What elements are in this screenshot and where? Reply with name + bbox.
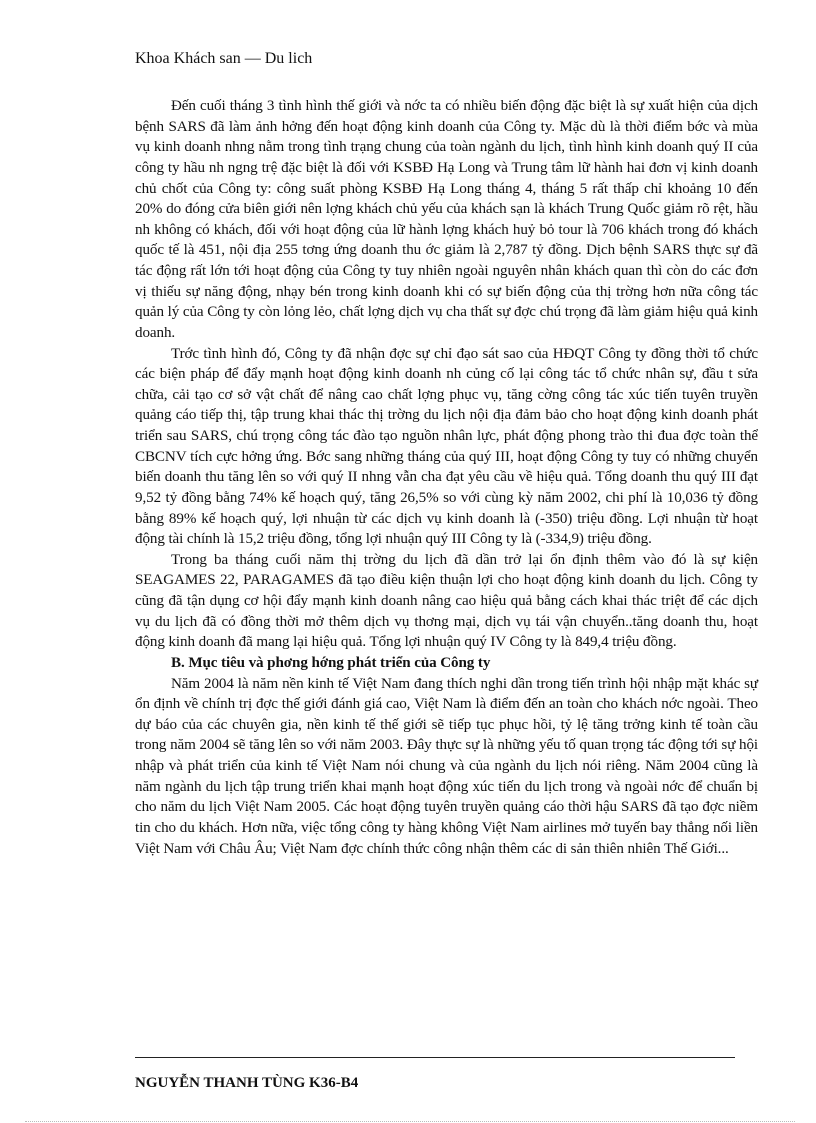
footer-divider (135, 1057, 735, 1058)
section-heading-b: B. Mục tiêu và phơng hớng phát triển của Công ty (171, 654, 491, 671)
paragraph-company-response: Trớc tình hình đó, Công ty đã nhận đợc sự chỉ đạo sát sao của HĐQT Công ty đồng thời tổ chức các biện pháp để đẩy mạnh hoạt động kinh doanh nh củng cố lại công tác tổ chức nhân sự, đầu t sửa chữa, cải tạo cơ sở vật chất để nâng cao chất lợng phục vụ, tăng cờng công tác xúc tiến tuyên truyền quảng cáo tiếp thị, tập trung khai thác thị trờng du lịch nội địa đảm bảo cho hoạt động kinh doanh phát triển sau SARS, chú trọng công tác đào tạo nguồn nhân lực, phát động phong trào thi đua đợc toàn thể CBCNV tích cực hởng ứng. Bớc sang những tháng của quý III, hoạt động Công ty tuy có những chuyển biến doanh thu tăng lên so với quý II nhng vẫn cha đạt yêu cầu về hiệu quả. Tổng doanh thu quý III đạt 9,52 tỷ đồng bằng 74% kế hoạch quý, tăng 26,5% so với cùng kỳ năm 2002, chi phí là 10,036 tỷ đồng bằng 89% kế hoạch quý, lợi nhuận từ các dịch vụ kinh doanh là (-350) triệu đồng. Lợi nhuận từ hoạt động tài chính là 15,2 triệu đồng, tổng lợi nhuận quý III Công ty là (-334,9) triệu đồng. (135, 345, 758, 548)
paragraph-sars-impact: Đến cuối tháng 3 tình hình thế giới và nớc ta có nhiều biến động đặc biệt là sự xuất hiện của dịch bệnh SARS đã làm ảnh hởng đến hoạt động kinh doanh của Công ty. Mặc dù là thời điểm bớc và mùa vụ kinh doanh nhng nằm trong tình trạng chung của toàn ngành du lịch, tình hình kinh doanh quý II của công ty hầu nh ngng trệ đặc biệt là đối với KSBĐ Hạ Long và Trung tâm lữ hành hai đơn vị kinh doanh chủ chốt của Công ty: công suất phòng KSBĐ Hạ Long tháng 4, tháng 5 rất thấp chỉ khoảng 10 đến 20% do đóng cửa biên giới nên lợng khách chủ yếu của khách sạn là khách Trung Quốc giảm rõ rệt, hầu nh không có khách, đối với hoạt động của lữ hành lợng khách huỷ bỏ tour là 706 khách trong đó khách quốc tế là 451, nội địa 255 tơng ứng doanh thu ớc giảm là 2,787 tỷ đồng. Dịch bệnh SARS thực sự đã tác động rất lớn tới hoạt động của Công ty tuy nhiên ngoài nguyên nhân khách quan thì còn do các đơn vị thiếu sự năng động, nhạy bén trong kinh doanh khi có sự biến động của thị trờng hơn nữa công tác quản lý của Công ty còn lỏng lẻo, chất lợng dịch vụ cha thất sự đợc chú trọng đã làm giảm hiệu quả kinh doanh. (135, 98, 758, 341)
paragraph-2004-outlook: Năm 2004 là năm nền kinh tế Việt Nam đang thích nghi dần trong tiến trình hội nhập mặt khác sự ổn định về chính trị đợc thế giới đánh giá cao, Việt Nam là điểm đến an toàn cho khách nớc ngoài. Theo dự báo của các chuyên gia, nền kinh tế thế giới sẽ tiếp tục phục hồi, tỷ lệ tăng trởng kinh tế toàn cầu trong năm 2004 sẽ tăng lên so với năm 2003. Đây thực sự là những yếu tố quan trọng tác động tới sự hội nhập và phát triển của kinh tế Việt Nam nói chung và của ngành du lịch nói riêng. Năm 2004 cũng là năm ngành du lịch tập trung triển khai mạnh hoạt động xúc tiến du lịch trong và ngoài nớc để chuẩn bị cho năm du lịch Việt Nam 2005. Các hoạt động tuyên truyền quảng cáo thời hậu SARS đã tạo đợc niềm tin cho du khách. Hơn nữa, việc tổng công ty hàng không Việt Nam airlines mở tuyến bay thẳng nối liền Việt Nam với Châu Âu; Việt Nam đợc chính thức công nhận thêm các di sản thiên nhiên Thế Giới... (135, 675, 758, 857)
paragraph-year-end-recovery: Trong ba tháng cuối năm thị trờng du lịch đã dần trở lại ổn định thêm vào đó là sự kiện SEAGAMES 22, PARAGAMES đã tạo điều kiện thuận lợi cho hoạt động kinh doanh du lịch. Công ty cũng đã tận dụng cơ hội đẩy mạnh kinh doanh nâng cao hiệu quả bằng cách khai thác triệt để các dịch vụ du lịch đã có đồng thời mở thêm dịch vụ thơng mại, dịch vụ tái vận chuyển..tăng doanh thu, hoạt động kinh doanh đã mang lại hiệu quả. Tổng lợi nhuận quý IV Công ty là 849,4 triệu đồng. (135, 551, 758, 651)
page-edge-dotted-line (25, 1121, 795, 1122)
document-body (135, 96, 758, 859)
footer-author: NGUYỄN THANH TÙNG K36-B4 (135, 1075, 359, 1087)
page-header: Khoa Khách san — Du lich (135, 50, 313, 67)
